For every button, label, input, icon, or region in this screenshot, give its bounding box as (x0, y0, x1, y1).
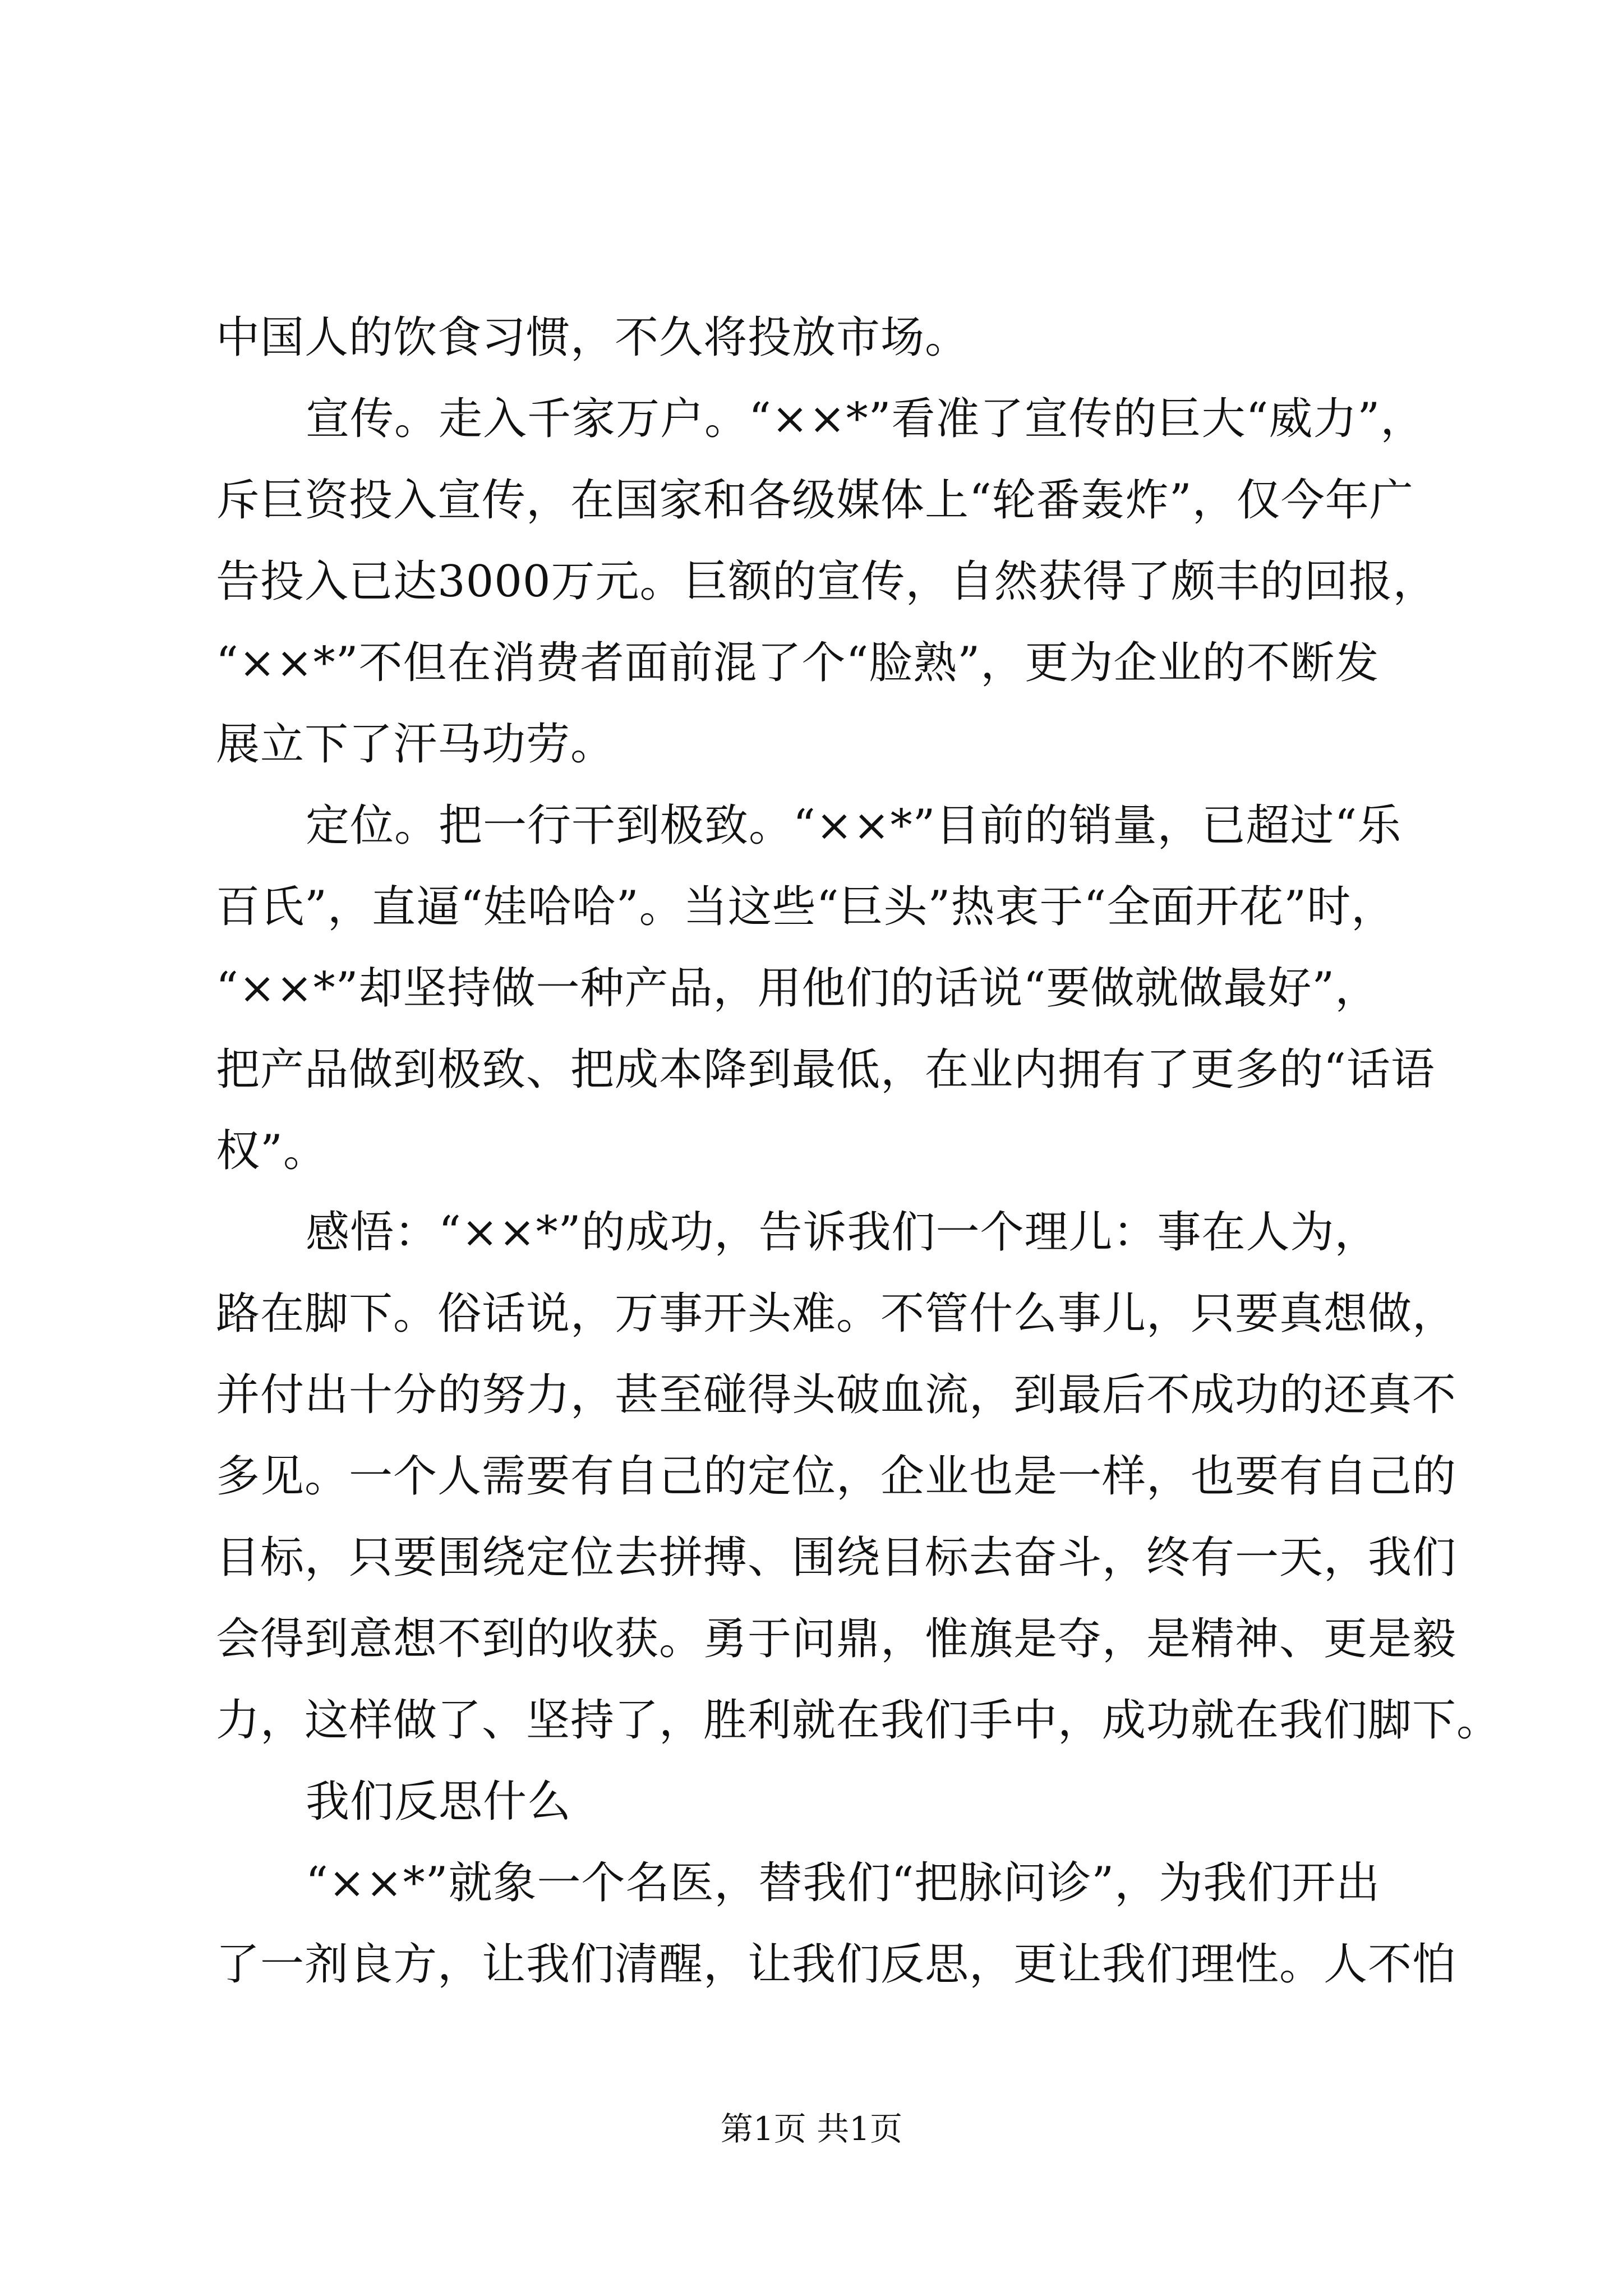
page-footer: 第1页 共1页 (720, 2110, 903, 2148)
section-heading: 我们反思什么 (306, 1777, 572, 1827)
text-line: 展立下了汗马功劳。 (216, 719, 615, 770)
text-line: 会得到意想不到的收获。勇于问鼎，惟旗是夺，是精神、更是毅 (216, 1614, 1457, 1664)
text-line: 告投入已达3000万元。巨额的宣传，自然获得了颇丰的回报， (216, 556, 1437, 607)
paragraph-insight-line: 感悟：“××*”的成功，告诉我们一个理儿：事在人为， (306, 1207, 1379, 1258)
paragraph-publicity-line: 宣传。走入千家万户。“××*”看准了宣传的巨大“威力”， (306, 394, 1425, 444)
text-line: 斥巨资投入宣传，在国家和各级媒体上“轮番轰炸”，仅今年广 (216, 475, 1414, 526)
document-body (216, 297, 1501, 2005)
text-line: 了一剂良方，让我们清醒，让我们反思，更让我们理性。人不怕 (216, 1939, 1457, 1990)
text-line: 把产品做到极致、把成本降到最低，在业内拥有了更多的“话语 (216, 1045, 1435, 1095)
text-line: 力，这样做了、坚持了，胜利就在我们手中，成功就在我们脚下。 (216, 1695, 1501, 1746)
paragraph-reflection-line: “××*”就象一个名医，替我们“把脉问诊”，为我们开出 (306, 1858, 1381, 1908)
text-line: 中国人的饮食习惯，不久将投放市场。 (216, 312, 970, 363)
text-line: 并付出十分的努力，甚至碰得头破血流，到最后不成功的还真不 (216, 1370, 1457, 1420)
text-line: “××*”却坚持做一种产品，用他们的话说“要做就做最好”， (216, 963, 1380, 1014)
text-line: “××*”不但在消费者面前混了个“脸熟”，更为企业的不断发 (216, 638, 1380, 688)
text-line: 路在脚下。俗话说，万事开头难。不管什么事儿，只要真想做， (216, 1289, 1457, 1339)
text-line: 目标，只要围绕定位去拼搏、围绕目标去奋斗，终有一天，我们 (216, 1533, 1457, 1583)
text-line: 权”。 (216, 1126, 328, 1176)
text-line: 百氏”，直逼“娃哈哈”。当这些“巨头”热衷于“全面开花”时， (216, 882, 1396, 932)
text-line: 多见。一个人需要有自己的定位，企业也是一样，也要有自己的 (216, 1451, 1457, 1502)
paragraph-positioning-line: 定位。把一行干到极致。“××*”目前的销量，已超过“乐 (306, 800, 1402, 851)
